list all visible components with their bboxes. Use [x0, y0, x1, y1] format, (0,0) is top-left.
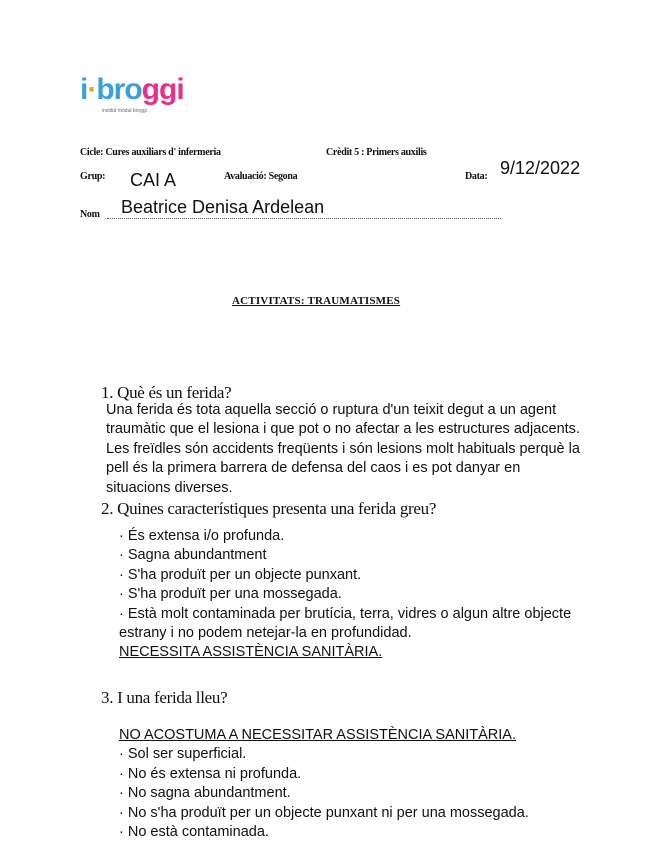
answer-line: estrany i no podem netejar-la en profundidad. — [119, 625, 412, 642]
answer-line: situacions diverses. — [106, 479, 233, 496]
question-2: 2. Quines característiques presenta una ferida greu? — [101, 499, 437, 518]
answer-note: NO ACOSTUMA A NECESSITAR ASSISTÈNCIA SANITÀRIA. — [119, 727, 516, 743]
logo-wordmark: i·broggi — [80, 73, 184, 106]
answer-1 — [106, 401, 580, 498]
nom-label: Nom — [80, 209, 100, 220]
answer-line: pell és la primera barrera de defensa del caos i es pot danyar en — [106, 460, 521, 477]
answer-line: · No és extensa ni profunda. — [119, 765, 302, 782]
answer-line: Les freïdles són accidents freqüents i són lesions molt habituals perquè la — [106, 440, 580, 457]
avaluacio-label: Avaluació: Segona — [224, 171, 298, 182]
answer-line: · S'ha produït per una mossegada. — [119, 586, 342, 603]
answer-line: · Sagna abundantment — [119, 547, 267, 564]
logo-subtitle: institut mòdul broggi — [102, 108, 147, 114]
page-title: ACTIVITATS: TRAUMATISMES — [232, 295, 401, 307]
question-3: 3. I una ferida lleu? — [101, 688, 228, 707]
answer-line: · S'ha produït per un objecte punxant. — [119, 566, 362, 583]
question-1: 1. Què és un ferida? — [101, 383, 232, 402]
grup-label: Grup: — [80, 171, 106, 182]
cicle-label: Cicle: Cures auxiliars d' infermeria — [80, 147, 221, 158]
answer-note: NECESSITA ASSISTÈNCIA SANITÀRIA. — [119, 644, 383, 661]
nom-value: Beatrice Denisa Ardelean — [121, 197, 325, 217]
answer-line: · Està molt contaminada per brutícia, terra, vidres o algun altre objecte — [119, 605, 572, 622]
grup-value: CAI A — [130, 170, 177, 190]
answer-line: traumàtic que el lesiona i que pot o no afectar a les estructures adjacents. — [106, 421, 580, 438]
answer-line: · És extensa i/o profunda. — [119, 528, 285, 544]
credit-label: Crèdit 5 : Primers auxilis — [326, 147, 427, 158]
answer-line: · Sol ser superficial. — [119, 746, 247, 763]
answer-2 — [119, 527, 571, 663]
answer-3 — [119, 726, 529, 842]
answer-line: Una ferida és tota aquella secció o ruptura d'un teixit degut a un agent — [106, 402, 557, 418]
nom-dotted-line — [107, 218, 501, 219]
answer-line: · No s'ha produït per un objecte punxant ni per una mossegada. — [119, 804, 529, 821]
data-value: 9/12/2022 — [500, 158, 581, 178]
answer-line: · No està contaminada. — [119, 824, 269, 841]
data-label: Data: — [465, 171, 488, 182]
answer-line: · No sagna abundantment. — [119, 785, 291, 802]
broggi-logo — [80, 70, 192, 120]
